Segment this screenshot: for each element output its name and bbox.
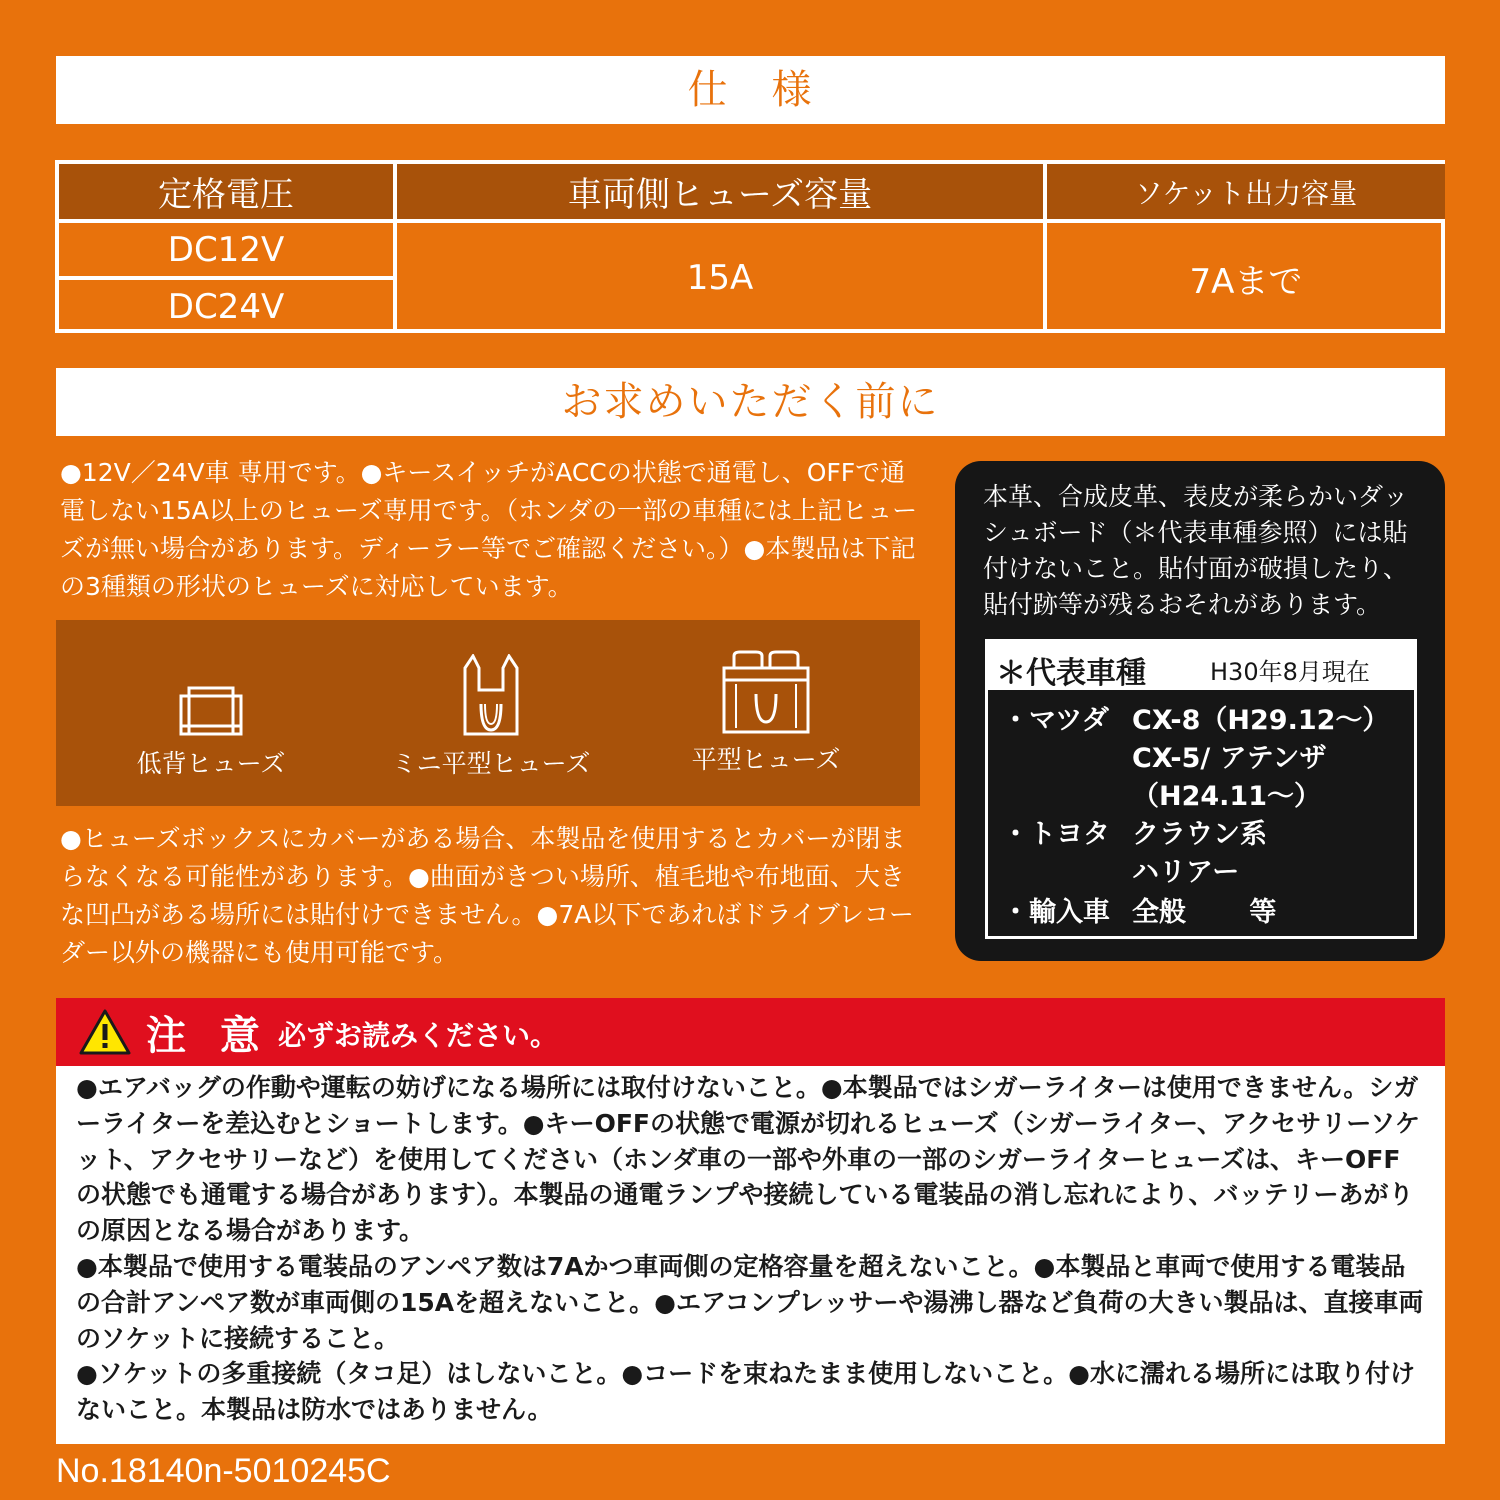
header-rated-voltage: 定格電圧 <box>59 164 393 219</box>
representative-cars-box <box>985 639 1417 939</box>
fuse-capacity-value: 15A <box>686 258 754 298</box>
fuse-type-low-profile <box>136 686 286 780</box>
caution-paragraph: ●ソケットの多重接続（タコ足）はしないこと。●コードを束ねたまま使用しないこと。●水に濡れる場所には取り付けないこと。本製品は防水ではありません。 <box>76 1359 1415 1425</box>
car-model: 全般 等 <box>1132 897 1277 928</box>
notes-paragraph: ●ヒューズボックスにカバーがある場合、本製品を使用するとカバーが閉まらなくなる可能性があります。●曲面がきつい場所、植毛地や布地面、大きな凹凸がある場所には貼付けできません。●7A以下であればドライブレコーダー以外の機器にも使用可能です。 <box>60 824 914 967</box>
low-profile-fuse-icon <box>179 686 243 738</box>
car-maker-imported: ・輸入車 <box>1002 897 1110 928</box>
socket-output-value: 7Aまで <box>1189 261 1303 302</box>
car-model: クラウン系 <box>1132 819 1267 850</box>
voltage-dc12v: DC12V <box>167 229 285 270</box>
representative-cars-header <box>988 642 1414 690</box>
warning-triangle-icon <box>78 1008 132 1056</box>
fuse-label-low-profile: 低背ヒューズ <box>136 749 286 778</box>
dashboard-warning-panel <box>955 461 1445 961</box>
fuse-type-blade <box>681 650 851 776</box>
fuse-type-mini-blade <box>391 654 591 780</box>
caution-title: 注 意 <box>146 1013 270 1059</box>
car-model: CX-8（H29.12～） <box>1132 705 1390 736</box>
car-maker-mazda: ・マツダ <box>1002 705 1109 736</box>
car-model: CX-5/ アテンザ <box>1132 743 1327 774</box>
caution-paragraph: ●エアバッグの作動や運転の妨げになる場所には取付けないこと。●本製品ではシガーライターは使用できません。シガーライターを差込むとショートします。●キーOFFの状態で電源が切れるヒューズ（シガーライター、アクセサリーソケット、アクセサリーなど）を使用してください（ホンダ車の一部や外車の一部のシガーライターヒューズは、キーOFFの状態でも通電する場合があります）。本製品の通電ランプや接続している電装品の消し忘れにより、バッテリーあがりの原因となる場合があります。 <box>76 1073 1420 1246</box>
car-model: ハリアー <box>1132 857 1240 888</box>
product-number: No.18140n-5010245C <box>56 1452 391 1490</box>
caution-subtitle: 必ずお読みください。 <box>278 1019 559 1052</box>
dashboard-warning-text: 本革、合成皮革、表皮が柔らかいダッシュボード（＊代表車種参照）には貼付けないこと。貼付面が破損したり、貼付跡等が残るおそれがあります。 <box>983 482 1409 619</box>
caution-paragraph: ●本製品で使用する電装品のアンペア数は7Aかつ車両側の定格容量を超えないこと。●本製品と車両で使用する電装品の合計アンペア数が車両側の15Aを超えないこと。●エアコンプレッサーや湯沸し器など負荷の大きい製品は、直接車両のソケットに接続すること。 <box>76 1251 1424 1353</box>
caution-body <box>56 1066 1445 1444</box>
header-socket-output: ソケット出力容量 <box>1047 164 1445 219</box>
before-purchase-banner: お求めいただく前に <box>56 368 1445 436</box>
fuse-label-blade: 平型ヒューズ <box>691 745 841 774</box>
fuse-label-mini-blade: ミニ平型ヒューズ <box>391 749 591 778</box>
caution-header <box>56 998 1445 1066</box>
fuse-types-panel <box>56 620 920 806</box>
header-fuse-capacity: 車両側ヒューズ容量 <box>397 164 1043 219</box>
intro-paragraph: ●12V／24V車 専用です。●キースイッチがACCの状態で通電し、OFFで通電しない15A以上のヒューズ専用です。（ホンダの一部の車種には上記ヒューズが無い場合があります。ディーラー等でご確認ください。）●本製品は下記の3種類の形状のヒューズに対応しています。 <box>60 458 918 601</box>
voltage-dc24v: DC24V <box>167 286 285 327</box>
blade-fuse-icon <box>720 650 812 734</box>
spec-table <box>55 160 1445 333</box>
representative-cars-date: H30年8月現在 <box>1210 658 1370 686</box>
representative-cars-title: ＊代表車種 <box>996 656 1146 691</box>
spec-banner: 仕 様 <box>56 56 1445 124</box>
car-maker-toyota: ・トヨタ <box>1002 819 1110 850</box>
car-model: （H24.11～） <box>1132 781 1321 812</box>
mini-blade-fuse-icon <box>459 654 523 738</box>
